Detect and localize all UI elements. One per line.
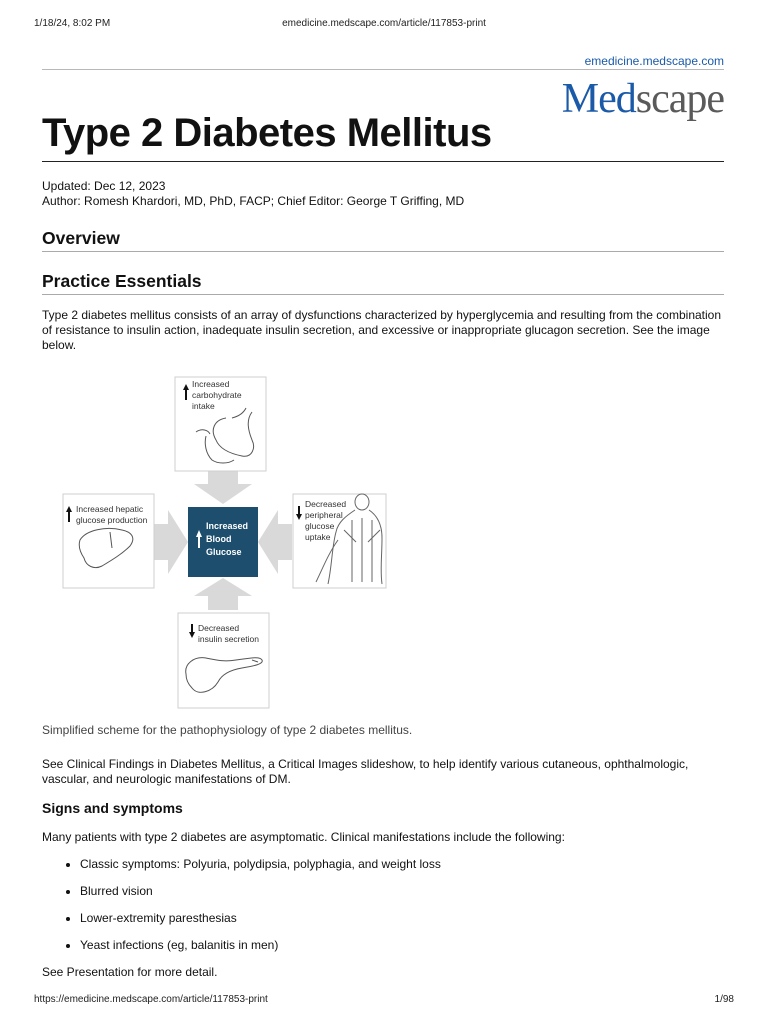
section-heading-practice: Practice Essentials <box>42 271 202 291</box>
page-title: Type 2 Diabetes Mellitus <box>42 111 492 155</box>
arrow-from-left <box>154 510 188 574</box>
list-item: • Yeast infections (eg, balanitis in men) <box>80 932 441 959</box>
print-url: emedicine.medscape.com/article/117853-print <box>282 18 486 29</box>
updated-date: Updated: Dec 12, 2023 <box>42 179 166 193</box>
list-item: • Blurred vision <box>80 878 441 905</box>
list-item: • Classic symptoms: Polyuria, polydipsia, polyphagia, and weight loss <box>80 851 441 878</box>
section-heading-overview: Overview <box>42 228 120 248</box>
print-footer <box>34 994 734 1008</box>
section-heading-signs: Signs and symptoms <box>42 800 183 816</box>
footer-url: https://emedicine.medscape.com/article/117853-print <box>34 994 268 1005</box>
medscape-logo: Medscape <box>561 76 724 122</box>
symptom-list <box>62 851 441 959</box>
print-header <box>34 18 734 32</box>
article-meta <box>42 179 464 209</box>
author-line: Author: Romesh Khardori, MD, PhD, FACP; Chief Editor: George T Griffing, MD <box>42 194 465 208</box>
arrow-from-top <box>194 470 252 504</box>
print-date: 1/18/24, 8:02 PM <box>34 18 111 29</box>
figure-caption: Simplified scheme for the pathophysiology of type 2 diabetes mellitus. <box>42 723 413 737</box>
header-divider <box>42 69 724 70</box>
practice-divider <box>42 294 724 295</box>
site-link[interactable]: emedicine.medscape.com <box>584 54 724 68</box>
label-center: Increased Blood Glucose <box>206 521 249 557</box>
manifestations-paragraph: Many patients with type 2 diabetes are asymptomatic. Clinical manifestations include the following: <box>42 830 565 844</box>
clinical-findings-paragraph: See Clinical Findings in Diabetes Mellitus, a Critical Images slideshow, to help identify various cutaneous, ophthalmologic, vascular, and neurologic manifestations of DM. <box>42 757 689 786</box>
arrow-from-bottom <box>194 578 252 610</box>
list-item: • Lower-extremity paresthesias <box>80 905 441 932</box>
label-right: Decreased peripheral glucose uptake <box>305 499 347 542</box>
arrow-from-right <box>258 510 292 574</box>
label-left: Increased hepatic glucose production <box>76 504 148 525</box>
overview-divider <box>42 251 724 252</box>
intro-paragraph: Type 2 diabetes mellitus consists of an array of dysfunctions characterized by hyperglycemia and resulting from the combination of resistance to insulin action, inadequate insulin secretion, and excessive or inappropriate glucagon secretion. See the image below. <box>42 308 722 352</box>
label-top: Increased carbohydrate intake <box>192 379 242 411</box>
presentation-paragraph: See Presentation for more detail. <box>42 965 218 979</box>
title-divider <box>42 161 724 162</box>
page-number: 1/98 <box>714 994 734 1005</box>
pathophysiology-figure[interactable] <box>56 370 396 712</box>
label-bottom: Decreased insulin secretion <box>198 623 259 644</box>
